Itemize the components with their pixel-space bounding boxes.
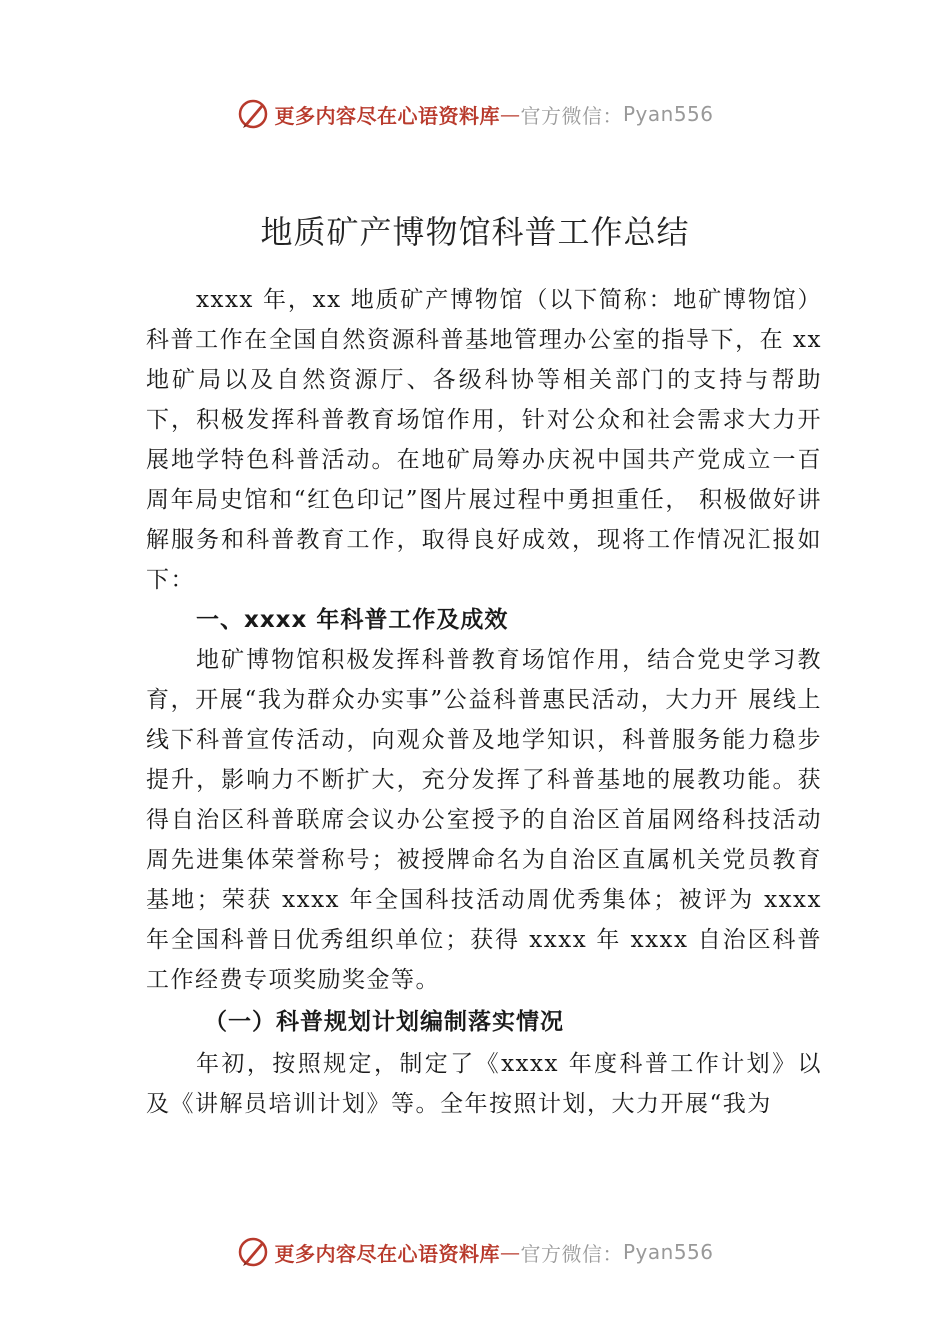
pen-logo-icon	[236, 97, 270, 131]
intro-paragraph: xxxx 年，xx 地质矿产博物馆（以下简称：地矿博物馆）科普工作在全国自然资源科普基地管理办公室的指导下，在 xx 地矿局以及自然资源厅、各级科协等相关部门的支持与帮助下，积极发挥科普教育场馆作用，针对公众和社会需求大力开展地学特色科普活动。在地矿局筹办庆祝中国共产党成立一百周年局史馆和“红色印记”图片展过程中勇担重任， 积极做好讲解服务和科普教育工作，取得良好成效，现将工作情况汇报如下：	[146, 287, 822, 593]
section-heading: 一、xxxx 年科普工作及成效	[196, 607, 509, 633]
header-watermark-banner	[0, 94, 950, 134]
banner-separator: —	[499, 1240, 521, 1264]
subsection-paragraph: 年初，按照规定，制定了《xxxx 年度科普工作计划》以及《讲解员培训计划》等。全年按照计划，大力开展“我为	[146, 1051, 822, 1117]
footer-watermark-banner	[0, 1232, 950, 1272]
section-paragraph: 地矿博物馆积极发挥科普教育场馆作用，结合党史学习教育，开展“我为群众办实事”公益科普惠民活动，大力开 展线上线下科普宣传活动，向观众普及地学知识，科普服务能力稳步提升，影响力不断扩大，充分发挥了科普基地的展教功能。获得自治区科普联席会议办公室授予的自治区首届网络科技活动周先进集体荣誉称号；被授牌命名为自治区直属机关党员教育基地；荣获 xxxx 年全国科技活动周优秀集体；被评为 xxxx 年全国科普日优秀组织单位；获得 xxxx 年 xxxx 自治区科普工作经费专项奖励奖金等。	[146, 647, 822, 993]
banner-wechat-label: 官方微信：	[520, 103, 623, 128]
banner-text: 更多内容尽在心语资料库	[274, 103, 500, 128]
pen-logo-icon	[236, 1235, 270, 1269]
banner-separator: —	[499, 102, 521, 126]
document-title: 地质矿产博物馆科普工作总结	[260, 213, 690, 252]
banner-text: 更多内容尽在心语资料库	[274, 1241, 500, 1266]
banner-wechat-label: 官方微信：	[520, 1241, 623, 1266]
subsection-heading: （一）科普规划计划编制落实情况	[204, 1008, 564, 1035]
document-body	[146, 280, 822, 1124]
banner-wechat-id: Pyan556	[622, 102, 714, 126]
banner-wechat-id: Pyan556	[622, 1240, 714, 1264]
